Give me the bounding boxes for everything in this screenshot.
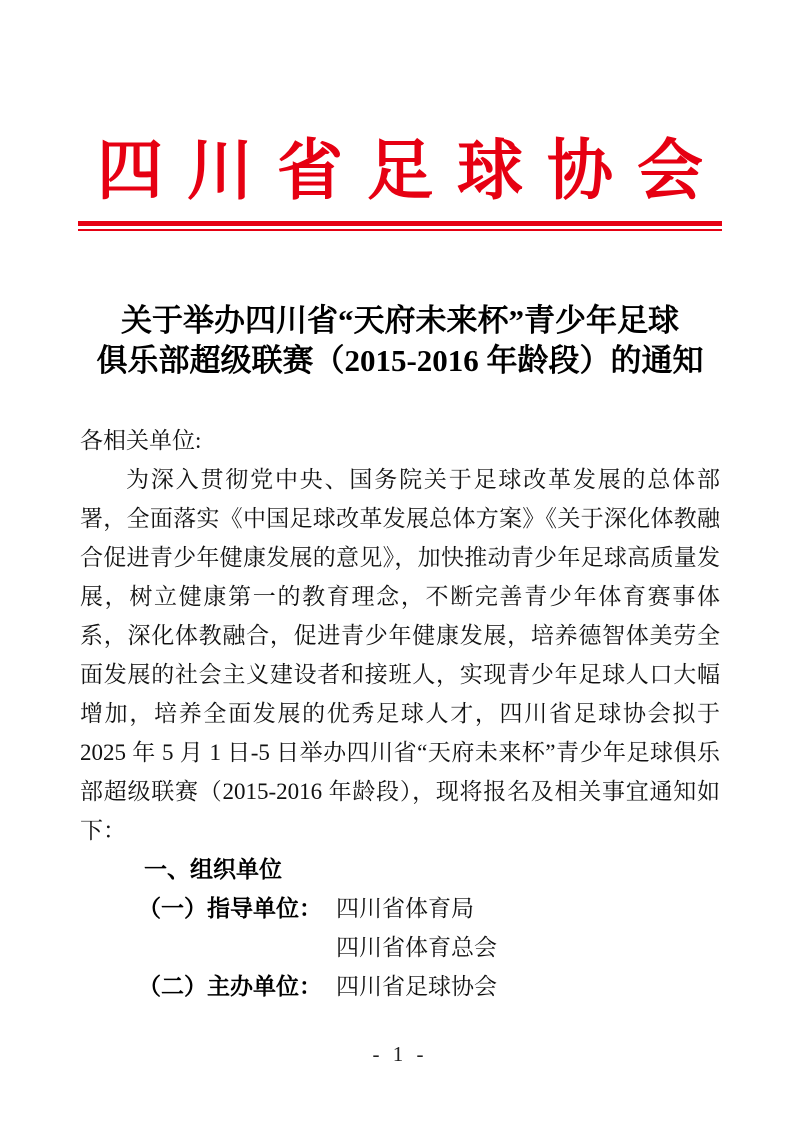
organizer-row-label-spacer [138,928,336,967]
intro-paragraph: 为深入贯彻党中央、国务院关于足球改革发展的总体部署，全面落实《中国足球改革发展总体方案》《关于深化体教融合促进青少年健康发展的意见》，加快推动青少年足球高质量发展，树立健康第一的教育理念，不断完善青少年体育赛事体系，深化体教融合，促进青少年健康发展，培养德智体美劳全面发展的社会主义建设者和接班人，实现青少年足球人口大幅增加，培养全面发展的优秀足球人才，四川省足球协会拟于 2025 年 5 月 1 日-5 日举办四川省“天府未来杯”青少年足球俱乐部超级联赛（2015-2016 年龄段），现将报名及相关事宜通知如下： [80,467,720,843]
letterhead-double-rule [78,221,722,231]
salutation: 各相关单位: [80,428,202,453]
section-heading-organizers: 一、组织单位 [144,856,282,882]
letterhead-title: 四川省足球协会 [97,135,727,208]
notice-title-line2: 俱乐部超级联赛（2015-2016 年龄段）的通知 [96,343,704,378]
page-number: - 1 - [372,1042,428,1066]
notice-title-line1: 关于举办四川省“天府未来杯”青少年足球 [121,303,679,338]
organizer-row-label: （二）主办单位： [138,974,322,999]
organizer-row-value: 四川省足球协会 [336,974,497,999]
organizer-row-value: 四川省体育局 [336,896,474,921]
organizer-row-value: 四川省体育总会 [336,935,497,960]
organizer-list [138,889,720,1006]
notice-body [80,421,720,1006]
organizer-row-label: （一）指导单位： [138,896,322,921]
notice-title [40,301,760,381]
